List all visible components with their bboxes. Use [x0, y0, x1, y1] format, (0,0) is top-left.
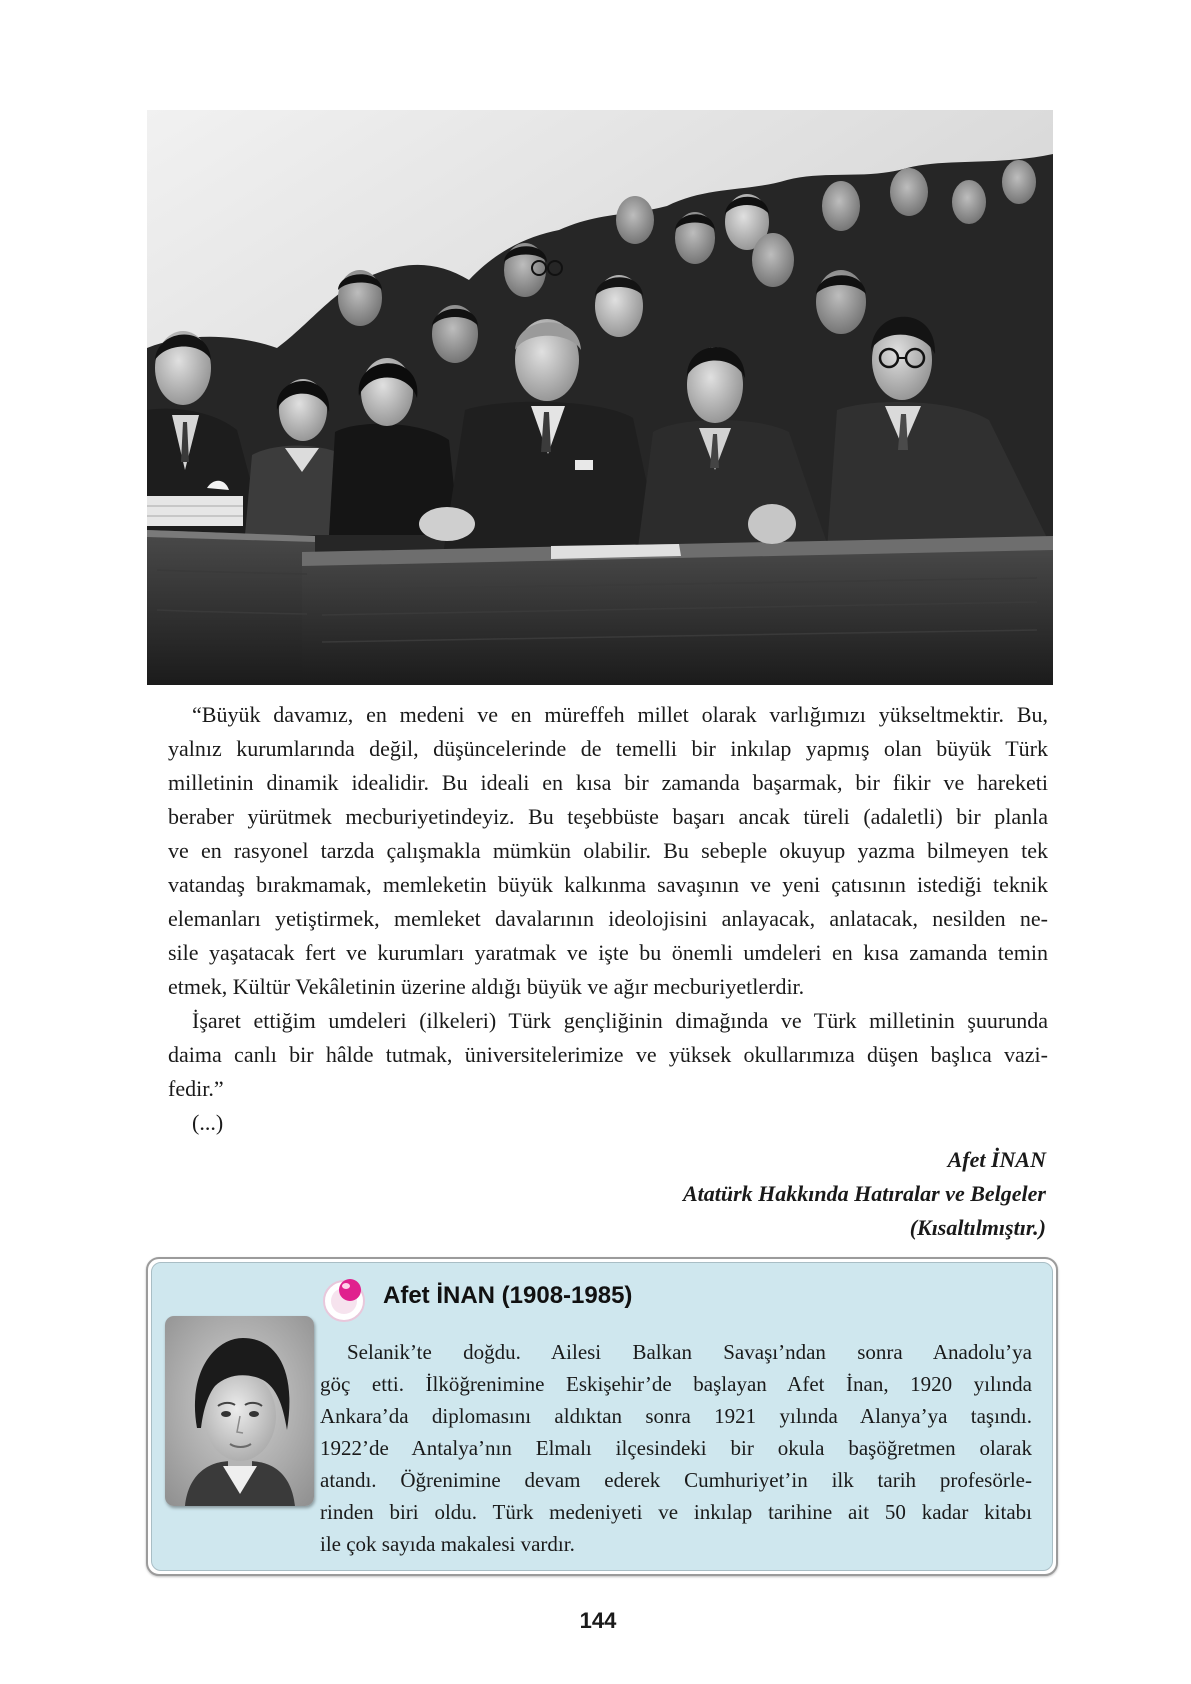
classroom-photo	[147, 110, 1053, 685]
bio-line: ile çok sayıda makalesi vardır.	[320, 1532, 575, 1556]
attribution	[168, 1143, 1046, 1245]
bullet-ball	[339, 1279, 361, 1301]
bio-text	[320, 1336, 1032, 1560]
bio-line: rinden biri oldu. Türk medeniyeti ve inkılap tarihine ait 50 kadar kitabı	[320, 1500, 1032, 1524]
quote-line: “Büyük davamız, en medeni ve en müreffeh millet olarak varlığımızı yükseltmektir. Bu,	[192, 702, 1048, 727]
quote-line: yalnız kurumlarında değil, düşüncelerinde de temelli bir inkılap yapmış olan büyük Türk	[168, 736, 1048, 761]
quote-line: vatandaş bırakmamak, memleketin büyük kalkınma savaşının ve yeni çatısının istediği teknik	[168, 872, 1048, 897]
bio-line: atandı. Öğrenimine devam ederek Cumhuriyet’in ilk tarih profesörle-	[320, 1468, 1032, 1492]
portrait-photo	[165, 1316, 314, 1506]
bio-line: 1922’de Antalya’nın Elmalı ilçesindeki bir okula başöğretmen olarak	[320, 1436, 1032, 1460]
attribution-note: (Kısaltılmıştır.)	[909, 1215, 1046, 1240]
quote-line: ve en rasyonel tarzda çalışmakla mümkün olabilir. Bu sebeple okuyup yazma bilmeyen tek	[168, 838, 1048, 863]
quote-ellipsis: (...)	[192, 1110, 224, 1135]
bio-line: Ankara’da diplomasını aldıktan sonra 1921 yılında Alanya’ya taşındı.	[320, 1404, 1032, 1428]
page-number: 144	[579, 1608, 617, 1633]
bio-line: Selanik’te doğdu. Ailesi Balkan Savaşı’ndan sonra Anadolu’ya	[347, 1340, 1032, 1364]
quote-line: etmek, Kültür Vekâletinin üzerine aldığı büyük ve ağır mecburiyetlerdir.	[168, 974, 805, 999]
quote-line: beraber yürütmek mecburiyetindeyiz. Bu teşebbüste başarı ancak türeli (adaletli) bir planla	[168, 804, 1048, 829]
quote-line: fedir.”	[168, 1076, 224, 1101]
classroom-photo-image	[147, 110, 1053, 685]
attribution-source: Atatürk Hakkında Hatıralar ve Belgeler	[682, 1181, 1046, 1206]
pink-bullet-icon	[320, 1271, 378, 1323]
quote-line: elemanları yetiştirmek, memleket davalarının ideolojisini anlayacak, anlatacak, nesilden ne-	[168, 906, 1048, 931]
quote-block	[168, 698, 1048, 1140]
portrait-photo-image	[165, 1316, 314, 1506]
quote-line: daima canlı bir hâlde tutmak, üniversitelerimize ve yüksek okullarımıza düşen başlıca vazi-	[168, 1042, 1048, 1067]
quote-line: milletinin dinamik idealidir. Bu ideali en kısa bir zamanda başarmak, bir fikir ve hareketi	[168, 770, 1048, 795]
quote-line: sile yaşatacak fert ve kurumları yaratmak ve işte bu önemli umdeleri en kısa zamanda temin	[168, 940, 1048, 965]
bio-heading: Afet İNAN (1908-1985)	[383, 1282, 633, 1309]
attribution-author: Afet İNAN	[947, 1147, 1046, 1172]
quote-line: İşaret ettiğim umdeleri (ilkeleri) Türk gençliğinin dimağında ve Türk milletinin şuurunda	[192, 1008, 1048, 1033]
bio-line: göç etti. İlköğrenimine Eskişehir’de başlayan Afet İnan, 1920 yılında	[320, 1372, 1032, 1396]
